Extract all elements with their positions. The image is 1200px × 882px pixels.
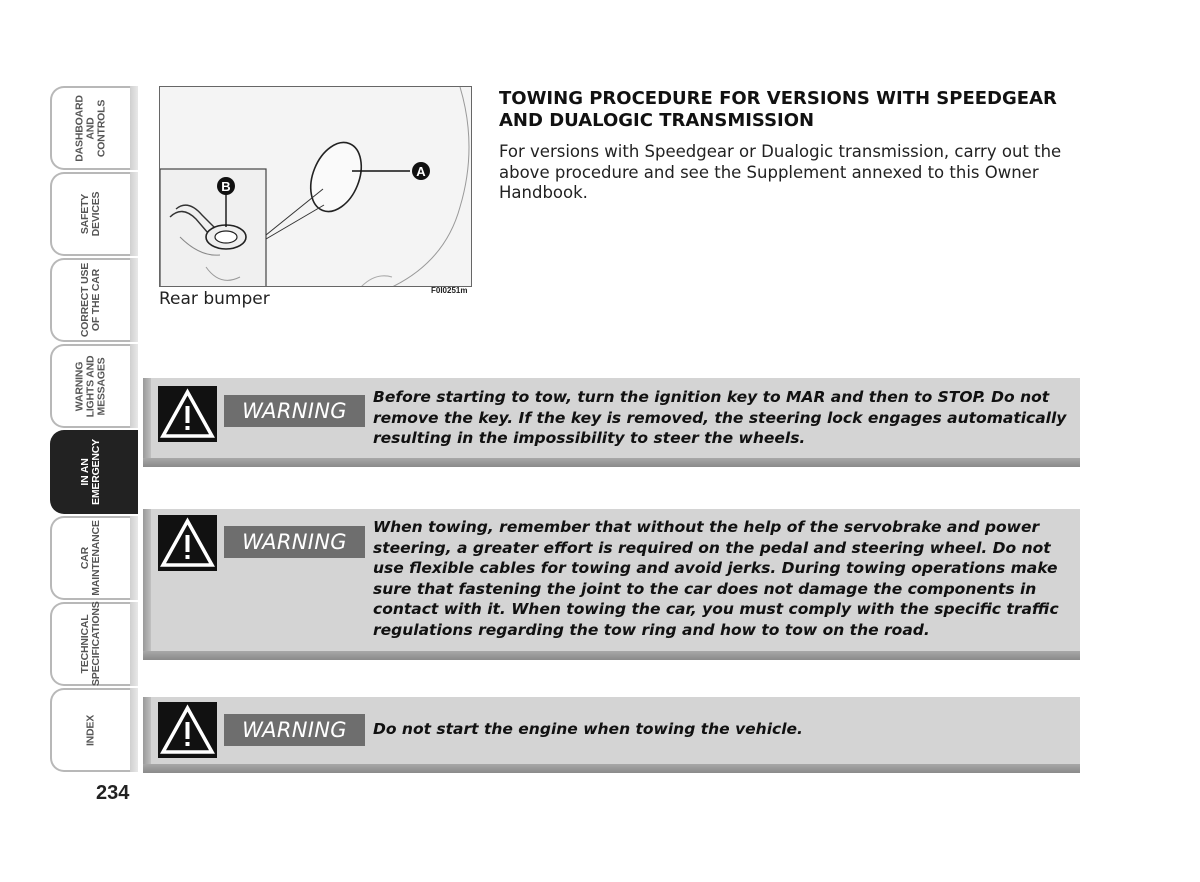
tab-label: CAR MAINTENANCE: [79, 520, 102, 596]
tab-index[interactable]: [50, 688, 130, 772]
tab-label: INDEX: [84, 714, 97, 746]
warning-text: Before starting to tow, turn the ignition key to MAR and then to STOP. Do not remove the key. If the key is removed, the steering lock engages automatically resulting in the impossibility to steer the wheels.: [373, 388, 1067, 447]
tab-safety-devices[interactable]: [50, 172, 130, 256]
warning-text: When towing, remember that without the help of the servobrake and power steering, a greater effort is required on the pedal and steering wheel. Do not use flexible cables for towing and avoid jerks. During towing operations make sure that fastening the joint to the car does not damage the components in contact with it. When towing the car, you must comply with the specific traffic regulations regarding the tow ring and how to tow on the road.: [373, 518, 1059, 639]
warning-text: Do not start the engine when towing the vehicle.: [373, 720, 803, 738]
page-number: 234: [96, 782, 130, 804]
warning-box: [143, 697, 1080, 773]
bumper-drawing: [160, 87, 472, 287]
tab-car-maintenance[interactable]: [50, 516, 130, 600]
warning-triangle-icon: [158, 386, 217, 442]
figure-caption: Rear bumper: [159, 289, 270, 309]
figure-code: F0I0251m: [431, 286, 468, 295]
tab-label: TECHNICAL SPECIFICATIONS: [79, 601, 102, 686]
warning-triangle-icon: [158, 702, 217, 758]
tab-label: SAFETY DEVICES: [79, 191, 102, 237]
tab-warning-lights-and-messages[interactable]: [50, 344, 130, 428]
warning-shadow: [143, 458, 1080, 467]
tab-label: IN AN EMERGENCY: [79, 439, 102, 505]
warning-box: [143, 509, 1080, 660]
section-body: For versions with Speedgear or Dualogic transmission, carry out the above procedure and see the Supplement annexed to this Owner Handbook.: [499, 142, 1062, 202]
warning-box: [143, 378, 1080, 467]
tab-technical-specifications[interactable]: [50, 602, 130, 686]
warning-label: WARNING: [224, 526, 365, 558]
warning-triangle-icon: [158, 515, 217, 571]
warning-shadow: [143, 764, 1080, 773]
warning-bar: [143, 378, 151, 467]
warning-label: WARNING: [224, 714, 365, 746]
callout-b-label: B: [221, 179, 231, 194]
rear-bumper-illustration: [159, 86, 472, 287]
tab-label: CORRECT USE OF THE CAR: [79, 262, 102, 338]
tab-correct-use-of-the-car[interactable]: [50, 258, 130, 342]
tab-dashboard-and-controls[interactable]: [50, 86, 130, 170]
callout-a-label: A: [416, 164, 426, 179]
tab-in-an-emergency[interactable]: [50, 430, 130, 514]
warning-bar: [143, 697, 151, 773]
warning-bar: [143, 509, 151, 660]
tab-label: DASHBOARD AND CONTROLS: [73, 94, 108, 162]
warning-label: WARNING: [224, 395, 365, 427]
section-heading: TOWING PROCEDURE FOR VERSIONS WITH SPEEDGEAR AND DUALOGIC TRANSMISSION: [499, 88, 1057, 131]
tab-label: WARNING LIGHTS AND MESSAGES: [73, 355, 108, 417]
warning-shadow: [143, 651, 1080, 660]
